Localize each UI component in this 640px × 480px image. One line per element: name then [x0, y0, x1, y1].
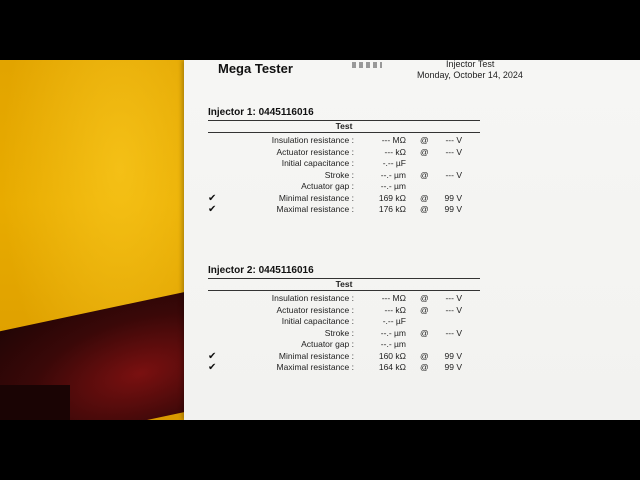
measurement-label: Actuator gap :	[301, 181, 354, 191]
injector-title: Injector 2: 0445116016	[208, 265, 314, 276]
measurement-value: --.- µm	[380, 181, 406, 191]
test-voltage: 99 V	[444, 350, 462, 361]
measurement-label: Initial capacitance :	[281, 158, 354, 168]
at-sign: @	[420, 350, 429, 361]
measurement-value: --- kΩ	[384, 146, 406, 157]
at-sign: @	[420, 327, 429, 338]
measurement-label: Actuator resistance :	[276, 146, 354, 157]
test-voltage: --- V	[445, 169, 462, 180]
photo-scene	[0, 60, 640, 420]
test-voltage: --- V	[445, 327, 462, 338]
measurement-value: --- kΩ	[384, 304, 406, 315]
at-sign: @	[420, 304, 429, 315]
test-voltage: 99 V	[444, 192, 462, 203]
report-date: Monday, October 14, 2024	[417, 70, 523, 80]
measurement-value: 169 kΩ	[378, 192, 406, 203]
measurement-value: --- MΩ	[381, 135, 406, 145]
measurement-label: Maximal resistance :	[276, 362, 354, 372]
at-sign: @	[420, 146, 429, 157]
header-rule	[208, 290, 480, 291]
at-sign: @	[420, 192, 429, 203]
test-voltage: --- V	[445, 146, 462, 157]
measurement-value: --.- µm	[380, 327, 406, 338]
test-voltage: --- V	[445, 135, 462, 145]
printed-report	[184, 60, 640, 420]
measurement-label: Minimal resistance :	[278, 350, 354, 361]
measurement-value: --- MΩ	[381, 293, 406, 303]
at-sign: @	[420, 135, 429, 145]
brand-name: Mega Tester	[218, 61, 293, 76]
measurement-label: Stroke :	[324, 327, 354, 338]
at-sign: @	[420, 362, 429, 372]
dark-corner	[0, 385, 70, 420]
test-voltage: --- V	[445, 293, 462, 303]
measurement-label: Minimal resistance :	[278, 192, 354, 203]
pass-check-icon: ✔	[208, 204, 217, 215]
measurement-value: --.- µm	[380, 169, 406, 180]
measurement-label: Stroke :	[324, 169, 354, 180]
test-column-header: Test	[335, 121, 353, 131]
measurement-label: Initial capacitance :	[281, 316, 354, 326]
injector-title: Injector 1: 0445116016	[208, 107, 314, 118]
test-column-header: Test	[335, 279, 353, 289]
measurement-value: --.- µm	[380, 339, 406, 349]
pass-check-icon: ✔	[208, 192, 217, 204]
measurement-label: Actuator gap :	[301, 339, 354, 349]
at-sign: @	[420, 293, 429, 303]
measurement-value: -.-- µF	[382, 158, 406, 168]
measurement-value: -.-- µF	[382, 316, 406, 326]
pass-check-icon: ✔	[208, 362, 217, 373]
at-sign: @	[420, 204, 429, 214]
measurement-label: Insulation resistance :	[271, 293, 354, 303]
pass-check-icon: ✔	[208, 350, 217, 362]
measurement-value: 164 kΩ	[378, 362, 406, 372]
measurement-value: 160 kΩ	[378, 350, 406, 361]
test-voltage: --- V	[445, 304, 462, 315]
test-voltage: 99 V	[444, 204, 462, 214]
header-rule	[208, 132, 480, 133]
measurement-label: Maximal resistance :	[276, 204, 354, 214]
test-voltage: 99 V	[444, 362, 462, 372]
at-sign: @	[420, 169, 429, 180]
measurement-label: Insulation resistance :	[271, 135, 354, 145]
measurement-value: 176 kΩ	[378, 204, 406, 214]
measurement-label: Actuator resistance :	[276, 304, 354, 315]
report-title: Injector Test	[446, 60, 495, 69]
logo-mark	[352, 62, 382, 68]
